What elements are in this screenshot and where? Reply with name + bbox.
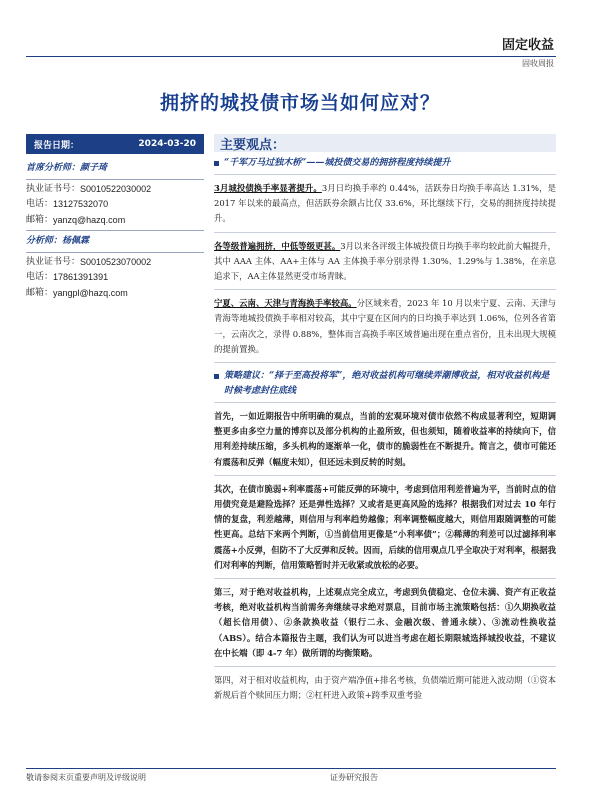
footer-disclaimer: 敬请参阅末页重要声明及评级说明 xyxy=(26,773,146,782)
paragraph-text: 3月日均换手率约 0.44%，活跃券日均换手率高达 1.31%，是 2017 年以来的最高点，但活跃券余额占比仅 33.6%，环比继续下行，交易的拥挤度持续提升。 xyxy=(214,183,556,224)
paragraph-text: 分区域来看，2023 年 10 月以来宁夏、云南、天津与青海等地城投债换手率相对较高，其中宁夏在区间内的日均换手率达到 1.06%，位列各省第一，云南次之，录得 0.88%，整体而言高换手率区域普遍出现在重点省份，且未出现大规模的提前置换。 xyxy=(214,298,556,354)
paragraph-lead: 宁夏、云南、天津与青海换手率较高。 xyxy=(214,298,357,309)
paragraph-lead: 3月城投债换手率显著提升。 xyxy=(214,183,322,193)
paragraph: 第三，对于绝对收益机构，上述观点完全成立，考虑到负债稳定、仓位未满、资产有正收益考核，绝对收益机构当前需务奔继续寻求绝对票息，目前市场主流策略包括：①久期换收益（超长信用债）、②条款换收益（银行二永、金融次级、普通永续）、③流动性换收益（ABS）。结合本篇报告主题，我们认为可以进当考虑在超长期限城选择城投收益，不建议在中长端（即 4-7 年）做所谓的均衡策略。 xyxy=(214,587,556,658)
license-number: S0010522030002 xyxy=(80,183,152,194)
left-sidebar xyxy=(26,134,204,301)
divider xyxy=(214,578,556,579)
divider xyxy=(214,174,556,175)
key-points-column xyxy=(214,134,556,703)
divider xyxy=(26,252,204,253)
paragraph-lead: 各等级普遍拥挤，中低等级更甚。 xyxy=(214,240,341,251)
section-title-text: “千军万马过独木桥”——城投债交易的拥挤程度持续提升 xyxy=(224,158,451,168)
report-date-label: 报告日期： xyxy=(34,140,80,151)
phone-label: 电话： xyxy=(26,199,54,209)
email-label: 邮箱： xyxy=(26,287,54,298)
report-subcategory: 固收周报 xyxy=(522,59,554,68)
phone-number: 13127532070 xyxy=(53,199,109,209)
page-title: 拥挤的城投债市场当如何应对？ xyxy=(159,92,440,114)
license-label: 执业证书号： xyxy=(26,183,81,194)
divider xyxy=(214,666,556,667)
email-link[interactable]: yanzq@hazq.com xyxy=(53,214,126,225)
footer-doc-type: 证券研究报告 xyxy=(330,773,378,782)
square-bullet-icon xyxy=(214,161,219,166)
divider xyxy=(26,179,204,180)
analyst-role: 分析师：杨佩霖 xyxy=(26,236,90,246)
report-date-bar xyxy=(26,134,204,154)
phone-label: 电话： xyxy=(26,272,54,282)
email-label: 邮箱： xyxy=(26,214,54,225)
email-link[interactable]: yangpl@hazq.com xyxy=(53,287,128,298)
analyst-role: 首席分析师：颜子琦 xyxy=(26,163,108,173)
phone-number: 17861391391 xyxy=(53,272,109,282)
paragraph: 其次，在债市脆弱+利率震荡+可能反弹的环境中，考虑到信用利差普遍为平，当前时点的信用债究竟是避险选择？还是弹性选择？又或者是更高风险的选择？根据我们对过去 10 年行情的复盘，利差越薄，则信用与利率趋势越像；利率调整幅度越大，则信用跟随调整的可能性更高。总结下来两个判断，①当前信用更像是“小利率债”；②稀薄的利差可以过滤择利率震荡+小反弹，但防不了大反弹和反转。因而，后续的信用观点几乎全取决于对利率，根据我们对利率的判断，信用策略暂时并无收紧或放松的必要。 xyxy=(214,483,557,570)
header-rule xyxy=(26,56,556,57)
license-label: 执业证书号： xyxy=(26,256,81,267)
divider xyxy=(214,402,556,403)
square-bullet-icon xyxy=(214,374,219,379)
divider xyxy=(214,362,556,363)
license-number: S0010523070002 xyxy=(80,256,152,267)
divider xyxy=(26,230,204,231)
section-title-text: 策略建议：“择于至高投将军”，绝对收益机构可继续弄潮博收益，相对收益机构是时候考虑封住底线 xyxy=(224,371,550,397)
paragraph: 第四，对于相对收益机构，由于资产端净值+排名考核，负债端近期可能进入波动期（①资本新规后首个赎回压力期；②杠杆进入政策+跨季双重考验 xyxy=(214,675,557,701)
section-title xyxy=(214,156,556,171)
paragraph xyxy=(214,239,556,285)
report-date-value: 2024-03-20 xyxy=(138,139,196,149)
paragraph-text: 3月以来各评级主体城投债日均换手率均较此前大幅提升，其中 AAA 主体、AA+主体与 AA 主体换手率分别录得 1.30%、1.29%与 1.38%，在亲息追求下，AA主体显然更受市场青睐。 xyxy=(214,240,557,282)
analyst-card xyxy=(26,161,204,231)
paragraph: 首先，一如近期报告中所明确的观点，当前的宏观环境对债市依然不构成显著利空，短期调整更多由多空力量的博弈以及部分机构的止盈所致，但也须知，随着收益率的持续向下，信用利差持续压缩，多头机构的逐渐单一化，债市的脆弱性在不断提升。简言之，债市可能还有震荡和反弹（幅度未知），但还远未到反转的时刻。 xyxy=(214,411,556,467)
section-title xyxy=(214,369,556,399)
paragraph xyxy=(214,296,556,357)
key-points-heading: 主要观点： xyxy=(214,134,556,152)
report-category: 固定收益 xyxy=(501,38,554,53)
divider xyxy=(214,289,556,290)
paragraph xyxy=(214,181,556,227)
analyst-card xyxy=(26,234,204,301)
footer-rule xyxy=(26,768,556,769)
divider xyxy=(214,232,556,233)
divider xyxy=(214,475,556,476)
